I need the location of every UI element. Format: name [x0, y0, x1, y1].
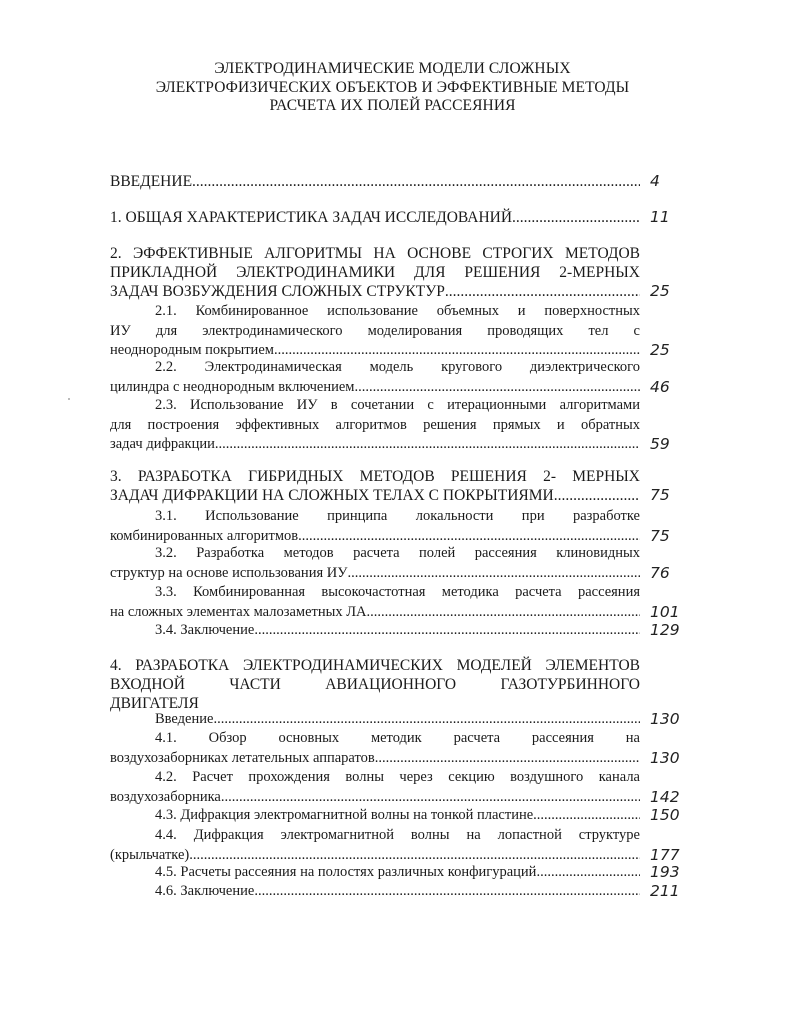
dot-leader: [533, 806, 640, 826]
toc-entry-text: комбинированных алгоритмов: [110, 527, 299, 544]
dot-leader: [192, 172, 640, 191]
page-number: 75: [650, 526, 670, 545]
page-number: 76: [650, 563, 670, 582]
toc-entry-text: 3.3. Комбинированная высокочастотная методика расчета рассеяния: [155, 584, 640, 600]
page-number: 46: [650, 377, 670, 396]
toc-entry-text: Введение: [155, 711, 214, 727]
toc-entry-text: 4.3. Дифракция электромагнитной волны на тонкой пластине: [155, 807, 534, 823]
toc-entry-s4-5: [110, 863, 640, 883]
toc-entry-text: 4.2. Расчет прохождения волны через секцию воздушного канала: [155, 769, 640, 785]
toc-entry-text: 2.1. Комбинированное использование объемных и поверхностных: [155, 303, 640, 319]
page-number: 130: [650, 710, 680, 728]
toc-entry-text: ДВИГАТЕЛЯ: [110, 695, 199, 712]
toc-entry-text: воздухозаборника: [110, 788, 221, 805]
dot-leader: [445, 282, 640, 301]
toc-entry-text: задач дифракции: [110, 436, 215, 452]
dot-leader: [347, 564, 640, 584]
page-number: 150: [650, 806, 680, 824]
toc-entry-text: ЗАДАЧ ВОЗБУЖДЕНИЯ СЛОЖНЫХ СТРУКТУР: [110, 283, 445, 300]
dot-leader: [367, 603, 640, 623]
page-number: 11: [650, 208, 670, 226]
toc-entry-text: ЗАДАЧ ДИФРАКЦИИ НА СЛОЖНЫХ ТЕЛАХ С ПОКРЫТИЯМИ: [110, 487, 554, 504]
document-title: [110, 60, 675, 116]
toc-entry-s3-3: [110, 583, 640, 622]
toc-entry-s4-1: [110, 729, 640, 768]
dot-leader: [254, 882, 640, 902]
page-number: 193: [650, 863, 680, 881]
dot-leader: [554, 486, 640, 505]
toc-entry-text: для построения эффективных алгоритмов решения прямых и обратных: [110, 416, 640, 433]
toc-entry-text: 4.1. Обзор основных методик расчета рассеяния на: [155, 730, 640, 746]
scan-speck: [68, 398, 70, 400]
page-number: 4: [650, 172, 660, 190]
toc-entry-text: неоднородным покрытием: [110, 342, 274, 358]
dot-leader: [213, 710, 640, 730]
toc-entry-text: 3.2. Разработка методов расчета полей рассеяния клиновидных: [155, 545, 640, 561]
toc-entry-s2-3: [110, 396, 640, 455]
page-number: 25: [650, 282, 670, 300]
dot-leader: [215, 435, 640, 455]
dot-leader: [221, 788, 640, 808]
dot-leader: [354, 378, 640, 398]
toc-entry-text: воздухозаборниках летательных аппаратов: [110, 749, 375, 766]
page-number: 129: [650, 621, 680, 639]
toc-entry-s3-4: [110, 621, 640, 641]
page-number: 59: [650, 435, 670, 453]
toc-entry-text: 2. ЭФФЕКТИВНЫЕ АЛГОРИТМЫ НА ОСНОВЕ СТРОГИХ МЕТОДОВ: [110, 245, 640, 262]
dot-leader: [375, 749, 640, 769]
toc-entry-text: 3. РАЗРАБОТКА ГИБРИДНЫХ МЕТОДОВ РЕШЕНИЯ 2- МЕРНЫХ: [110, 468, 640, 485]
toc-entry-text: 4.5. Расчеты рассеяния на полостях различных конфигураций: [155, 864, 537, 880]
toc-entry-s4-2: [110, 768, 640, 807]
toc-entry-text: 4.6. Заключение: [155, 883, 255, 899]
toc-entry-s3-1: [110, 507, 640, 546]
toc-entry-text: 2.2. Электродинамическая модель кругового диэлектрического: [155, 359, 640, 375]
dot-leader: [512, 208, 640, 227]
dot-leader: [254, 621, 640, 641]
title-line: ЭЛЕКТРОФИЗИЧЕСКИХ ОБЪЕКТОВ И ЭФФЕКТИВНЫЕ МЕТОДЫ: [155, 78, 630, 96]
page-number: 177: [650, 845, 680, 864]
title-line: РАСЧЕТА ИХ ПОЛЕЙ РАССЕЯНИЯ: [269, 97, 516, 114]
toc-entry-ch1: [110, 208, 640, 227]
toc-entry-text: ИУ для электродинамического моделирования проводящих тел с: [110, 322, 640, 339]
page-number: 101: [650, 602, 680, 621]
toc-entry-text: ВВЕДЕНИЕ: [110, 173, 193, 190]
title-line: ЭЛЕКТРОДИНАМИЧЕСКИЕ МОДЕЛИ СЛОЖНЫХ: [214, 60, 571, 77]
page-number: 142: [650, 787, 680, 806]
toc-entry-s4-0: [110, 710, 640, 730]
toc-entry-text: ВХОДНОЙ ЧАСТИ АВИАЦИОННОГО ГАЗОТУРБИННОГО: [110, 676, 640, 693]
toc-entry-text: (крыльчатке): [110, 846, 190, 863]
toc-entry-ch4: [110, 656, 640, 713]
toc-entry-text: 4. РАЗРАБОТКА ЭЛЕКТРОДИНАМИЧЕСКИХ МОДЕЛЕЙ ЭЛЕМЕНТОВ: [110, 657, 640, 674]
page-number: 75: [650, 486, 670, 504]
toc-entry-s2-1: [110, 302, 640, 361]
toc-entry-s4-6: [110, 882, 640, 902]
toc-entry-text: ПРИКЛАДНОЙ ЭЛЕКТРОДИНАМИКИ ДЛЯ РЕШЕНИЯ 2-МЕРНЫХ: [110, 264, 640, 281]
toc-entry-s3-2: [110, 544, 640, 583]
page-number: 211: [650, 882, 680, 900]
toc-entry-text: 1. ОБЩАЯ ХАРАКТЕРИСТИКА ЗАДАЧ ИССЛЕДОВАНИЙ: [110, 209, 513, 226]
toc-entry-s4-4: [110, 826, 640, 865]
toc-entry-s2-2: [110, 358, 640, 397]
toc-entry-text: на сложных элементах малозаметных ЛА: [110, 603, 367, 620]
toc-entry-text: цилиндра с неоднородным включением: [110, 378, 355, 395]
toc-entry-text: структур на основе использования ИУ: [110, 564, 348, 581]
page-number: 130: [650, 748, 680, 767]
toc-entry-intro: [110, 172, 640, 191]
toc-entry-text: 4.4. Дифракция электромагнитной волны на лопастной структуре: [155, 827, 640, 843]
toc-entry-text: 3.1. Использование принципа локальности при разработке: [155, 508, 640, 524]
dot-leader: [536, 863, 640, 883]
toc-entry-s4-3: [110, 806, 640, 826]
toc-entry-text: 2.3. Использование ИУ в сочетании с итерационными алгоритмами: [155, 397, 640, 413]
toc-entry-ch2: [110, 244, 640, 301]
toc-entry-ch3: [110, 467, 640, 505]
page-number: 25: [650, 341, 670, 359]
toc-entry-text: 3.4. Заключение: [155, 622, 255, 638]
